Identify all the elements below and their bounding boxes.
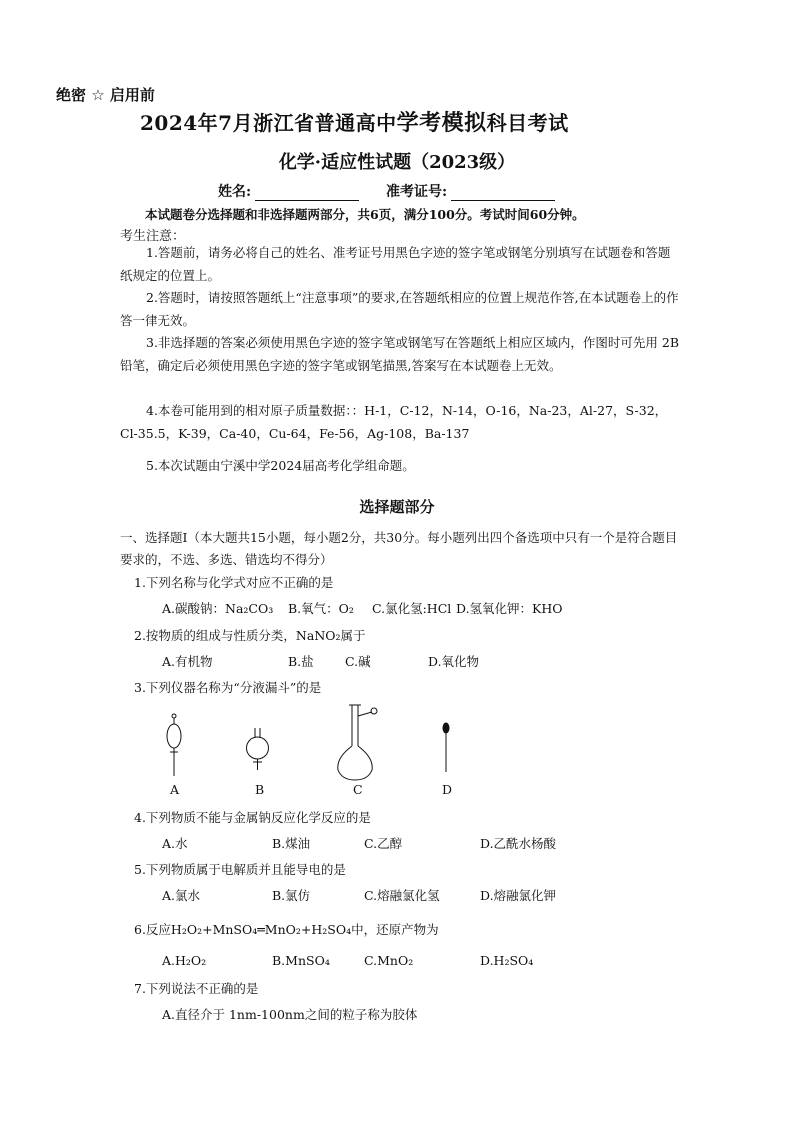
- exam-title-post: 科目考试: [486, 111, 569, 135]
- q6-stem: 6.反应H₂O₂+MnSO₄═MnO₂+H₂SO₄中，还原产物为: [134, 922, 439, 937]
- apparatus-b-icon: [247, 728, 269, 770]
- notice-5: 5.本次试题由宁溪中学2024届高考化学组命题。: [146, 458, 415, 473]
- name-blank: [255, 186, 359, 201]
- q4-option-c: C.乙醇: [364, 836, 403, 851]
- q2-option-b: B.盐: [288, 654, 314, 669]
- q1-option-a: A.碳酸钠：Na₂CO₃: [162, 601, 274, 616]
- q1-option-c: C.氯化氢:HCl: [372, 601, 452, 616]
- q6-option-a: A.H₂O₂: [162, 953, 207, 968]
- exam-title: [140, 106, 569, 137]
- id-label: 准考证号:: [386, 184, 448, 200]
- q4-option-b: B.煤油: [272, 836, 311, 851]
- q1-stem: 1.下列名称与化学式对应不正确的是: [134, 575, 334, 590]
- section-title: 选择题部分: [359, 498, 435, 516]
- q6-option-c: C.MnO₂: [364, 953, 414, 968]
- notice-2: 2.答题时，请按照答题纸上“注意事项”的要求,在答题纸相应的位置上规范作答,在本试题卷上的作答一律无效。: [120, 290, 679, 328]
- q3-label-b: B: [255, 782, 265, 797]
- exam-title-emphasis: 学考模拟: [396, 111, 487, 136]
- q3-label-a: A: [170, 782, 180, 797]
- part-intro: 一、选择题Ⅰ（本大题共15小题，每小题2分，共30分。每小题列出四个备选项中只有一个是符合题目要求的，不选、多选、错选均不得分）: [120, 530, 678, 567]
- q7-stem: 7.下列说法不正确的是: [134, 981, 259, 996]
- apparatus-c-icon: [338, 705, 377, 780]
- q5-stem: 5.下列物质属于电解质并且能导电的是: [134, 862, 346, 877]
- exam-instruction: 本试题卷分选择题和非选择题两部分，共6页，满分100分。考试时间60分钟。: [145, 207, 585, 222]
- apparatus-a-icon: [167, 714, 181, 776]
- q1-option-d: D.氢氧化钾：KHO: [456, 601, 563, 616]
- apparatus-figure: [150, 700, 490, 800]
- q2-option-a: A.有机物: [162, 654, 213, 669]
- q2-stem: 2.按物质的组成与性质分类，NaNO₂属于: [134, 628, 366, 643]
- q3-label-c: C: [353, 782, 363, 797]
- exam-title-pre: 2024年7月浙江省普通高中: [140, 111, 397, 135]
- notice-title: 考生注意：: [120, 229, 186, 244]
- q2-option-c: C.碱: [345, 654, 371, 669]
- q7-option-a: A.直径介于 1nm-100nm之间的粒子称为胶体: [162, 1007, 418, 1022]
- q5-option-c: C.熔融氯化氢: [364, 888, 440, 903]
- q3-stem: 3.下列仪器名称为“分液漏斗”的是: [134, 680, 322, 695]
- subject-title: 化学·适应性试题（2023级）: [278, 152, 516, 173]
- q4-stem: 4.下列物质不能与金属钠反应化学反应的是: [134, 810, 371, 825]
- q6-option-d: D.H₂SO₄: [480, 953, 534, 968]
- notice-1: 1.答题前，请务必将自己的姓名、准考证号用黑色字迹的签字笔或钢笔分别填写在试题卷和答题纸规定的位置上。: [120, 245, 671, 283]
- name-label: 姓名:: [218, 184, 252, 200]
- apparatus-d-icon: [443, 723, 449, 772]
- name-bar: [218, 181, 577, 201]
- q3-label-d: D: [442, 782, 453, 797]
- q4-option-a: A.水: [162, 836, 188, 851]
- q5-option-b: B.氯仿: [272, 888, 311, 903]
- q5-option-a: A.氯水: [162, 888, 201, 903]
- id-blank: [451, 186, 555, 201]
- q5-option-d: D.熔融氯化钾: [480, 888, 557, 903]
- notice-3: 3.非选择题的答案必须使用黑色字迹的签字笔或钢笔写在答题纸上相应区域内，作图时可先用 2B 铅笔，确定后必须使用黑色字迹的签字笔或钢笔描黑,答案写在本试题卷上无效。: [120, 335, 680, 373]
- notice-4: 4.本卷可能用到的相对原子质量数据：：H-1，C-12，N-14，O-16，Na-23，Al-27，S-32，Cl-35.5，K-39，Ca-40，Cu-64，Fe-56，Ag-108，Ba-137: [120, 403, 668, 441]
- q6-option-b: B.MnSO₄: [272, 953, 330, 968]
- q2-option-d: D.氧化物: [428, 654, 480, 669]
- q1-option-b: B.氧气：O₂: [288, 601, 354, 616]
- confidential-label: 绝密 ☆ 启用前: [56, 86, 155, 104]
- q4-option-d: D.乙酰水杨酸: [480, 836, 557, 851]
